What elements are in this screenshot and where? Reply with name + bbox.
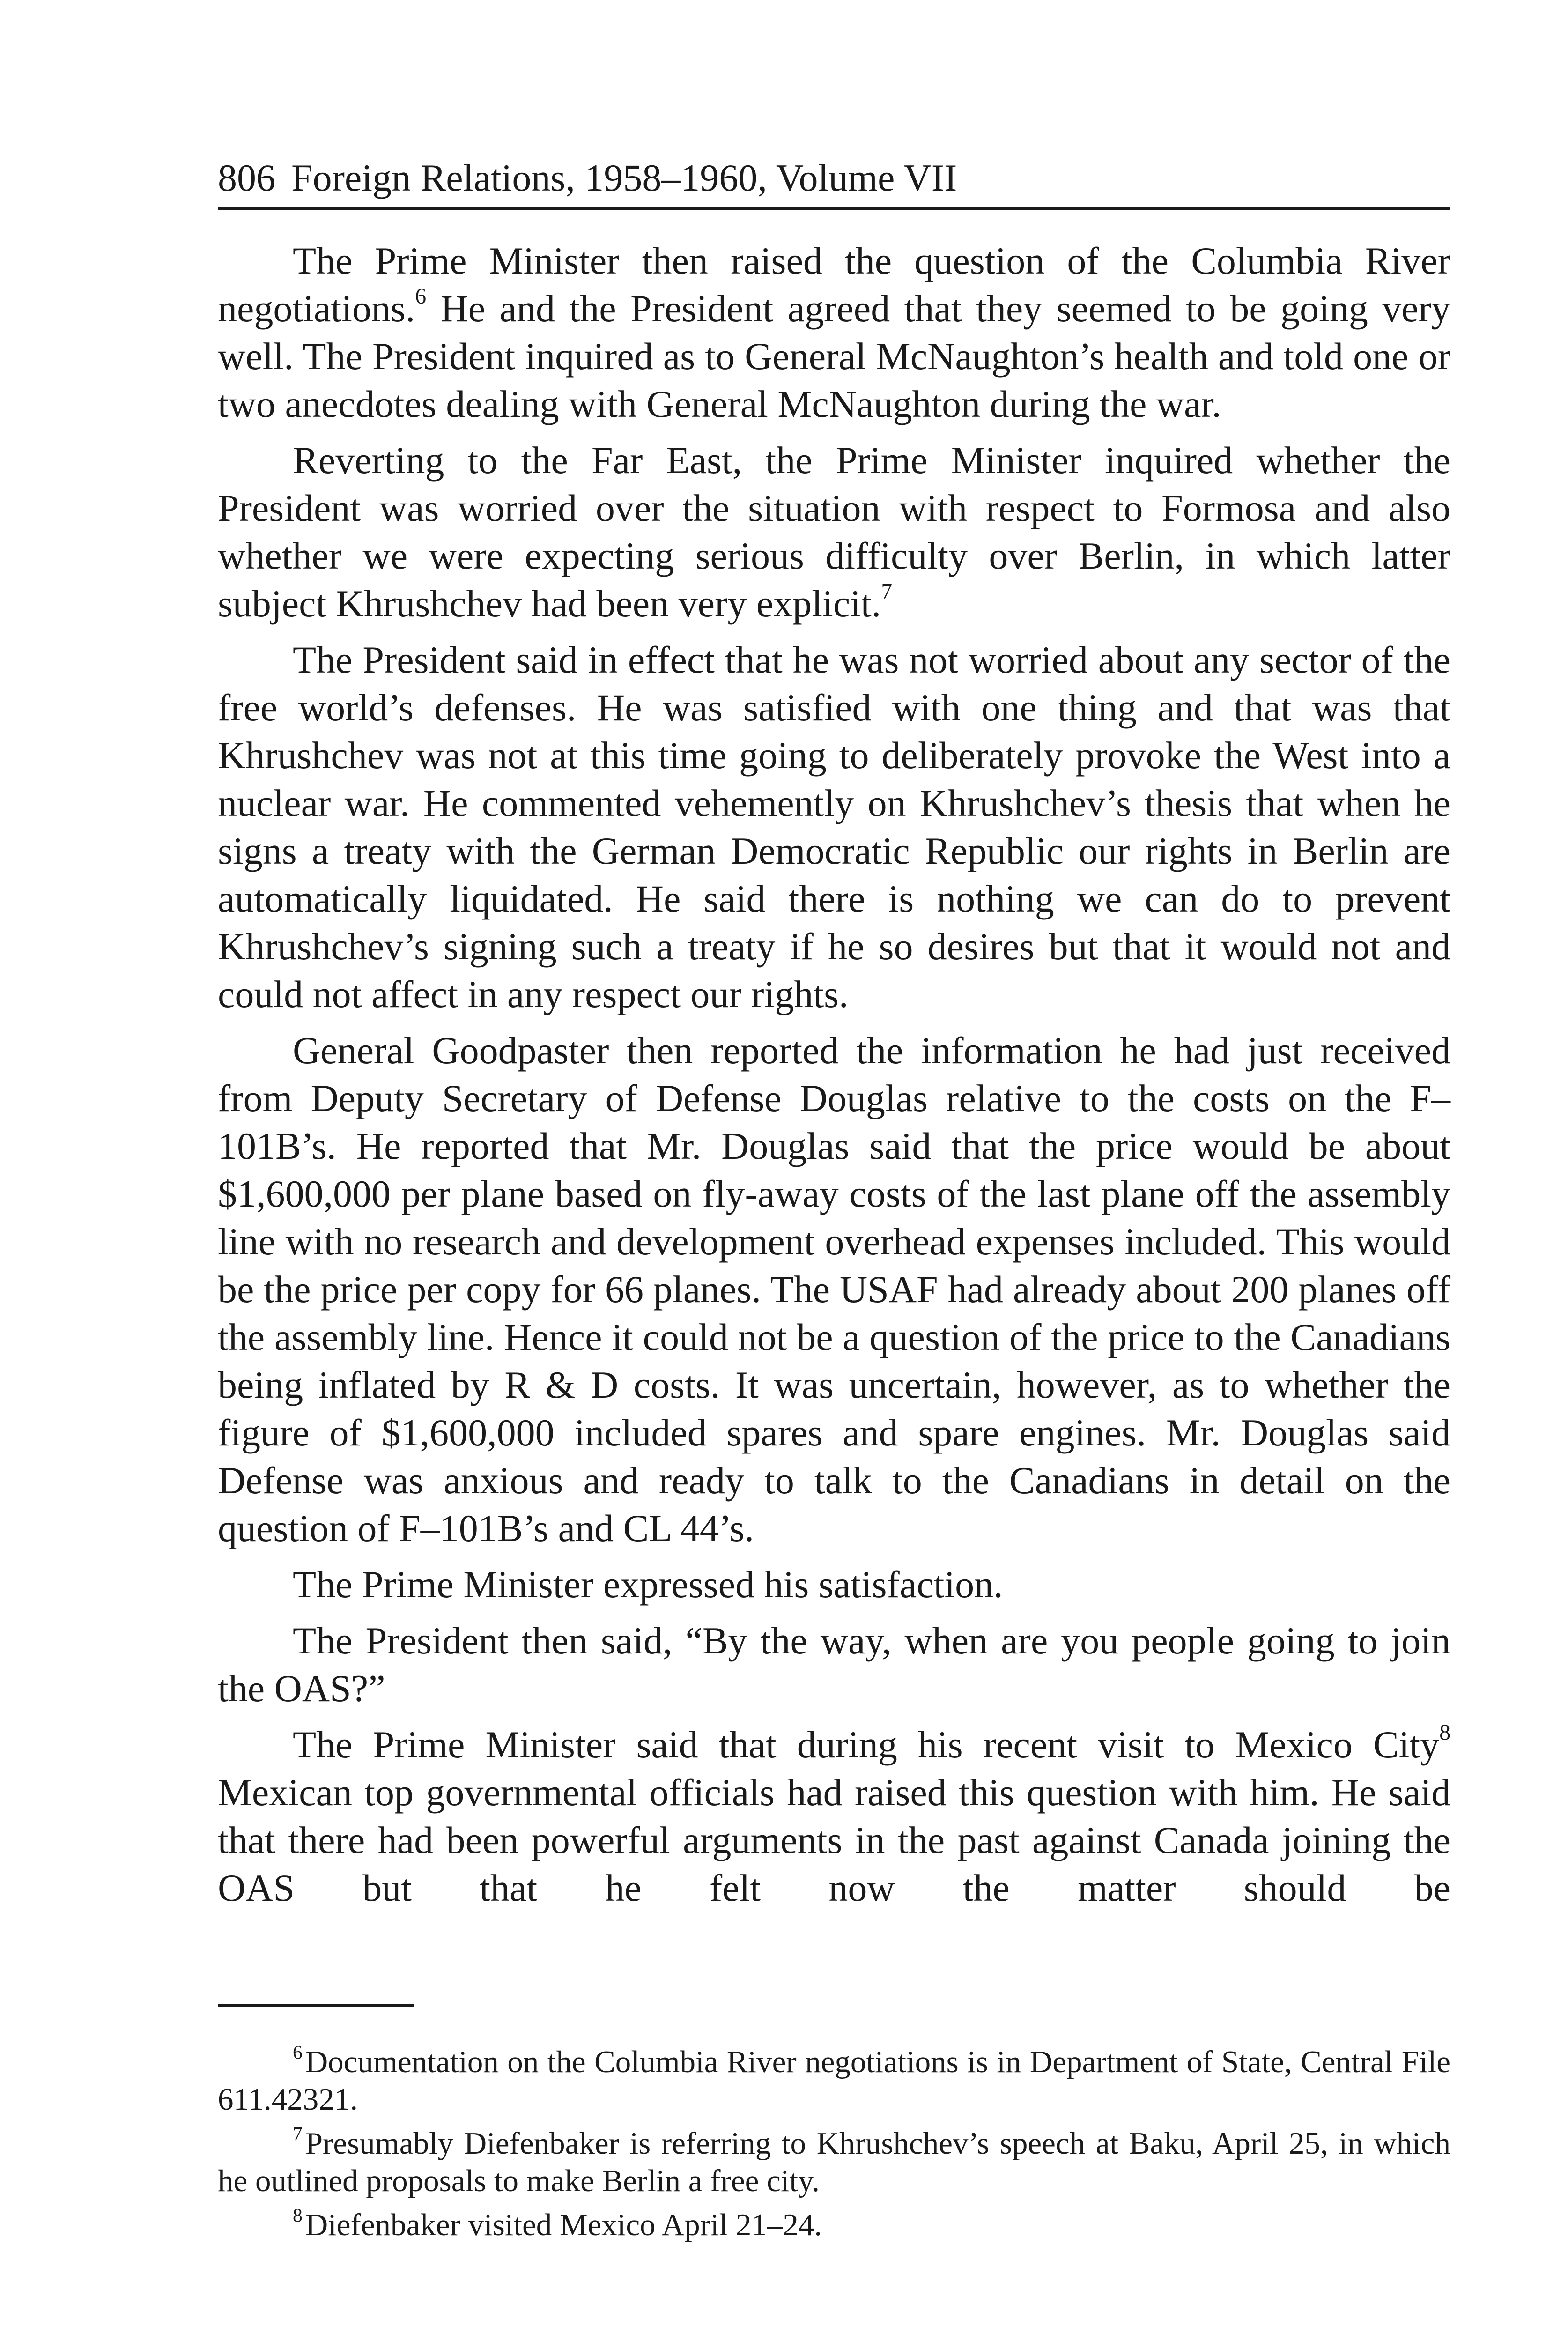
paragraph-goodpaster-report xyxy=(218,1027,1450,1552)
body-text xyxy=(218,237,1450,1912)
footnote-number: 7 xyxy=(293,2122,303,2144)
running-title: Foreign Relations, 1958–1960, Volume VII xyxy=(291,156,957,199)
footnote-text: Documentation on the Columbia River negotiations is in Department of State, Central File 611.42321. xyxy=(218,2045,1450,2117)
footnote-6 xyxy=(218,2043,1450,2118)
footnote-text: Diefenbaker visited Mexico April 21–24. xyxy=(305,2208,822,2242)
footnotes xyxy=(218,2043,1450,2244)
footnote-number: 6 xyxy=(293,2041,303,2063)
paragraph-text: Reverting to the Far East, the Prime Minister inquired whether the President was worried over the situation with respect to Formosa and also whether we were expecting serious difficulty over Berlin, in which latter subject Khrushchev had been very explicit. xyxy=(218,439,1450,625)
footnote-reference-6: 6 xyxy=(415,284,427,309)
paragraph-text: General Goodpaster then reported the information he had just received from Deputy Secretary of Defense Douglas relative to the costs on the F–101B’s. He reported that Mr. Douglas said that the price would be about $1,600,000 per plane based on fly-away costs of the last plane off the assembly line with no research and development overhead expenses included. This would be the price per copy for 66 planes. The USAF had already about 200 planes off the assembly line. Hence it could not be a question of the price to the Canadians being inflated by R & D costs. It was uncertain, however, as to whether the figure of $1,600,000 included spares and spare engines. Mr. Douglas said Defense was anxious and ready to talk to the Canadians in detail on the question of F–101B’s and CL 44’s. xyxy=(218,1029,1450,1549)
paragraph-satisfaction xyxy=(218,1561,1450,1608)
footnote-reference-7: 7 xyxy=(881,579,893,604)
footnote-text: Presumably Diefenbaker is referring to Khrushchev’s speech at Baku, April 25, in which he outlined proposals to make Berlin a free city. xyxy=(218,2126,1450,2198)
footnote-7 xyxy=(218,2122,1450,2200)
footnote-8 xyxy=(218,2206,1450,2244)
paragraph-text: The Prime Minister expressed his satisfaction. xyxy=(293,1563,1003,1606)
paragraph-columbia-river xyxy=(218,237,1450,428)
paragraph-text: The Prime Minister then raised the question of the Columbia River negotiations. xyxy=(218,239,1450,330)
paragraph-far-east xyxy=(218,437,1450,628)
page-number: 806 xyxy=(218,156,275,199)
paragraph-text: The President said in effect that he was not worried about any sector of the free world’s defenses. He was satisfied with one thing and that was that Khrushchev was not at this time going to deliberately provoke the West into a nuclear war. He commented vehemently on Khrushchev’s thesis that when he signs a treaty with the German Democratic Republic our rights in Berlin are automatically liquidated. He said there is nothing we can do to prevent Khrushchev’s signing such a treaty if he so desires but that it would not and could not affect in any respect our rights. xyxy=(218,638,1450,1015)
paragraph-text: He and the President agreed that they seemed to be going very well. The President inquired as to General McNaughton’s health and told one or two anecdotes dealing with General McNaughton during the war. xyxy=(218,287,1450,425)
paragraph-oas-question xyxy=(218,1617,1450,1712)
page-content xyxy=(218,155,1450,2250)
footnote-reference-8: 8 xyxy=(1439,1720,1450,1745)
paragraph-mexico-visit xyxy=(218,1721,1450,1912)
paragraph-text: The Prime Minister said that during his recent visit to Mexico City xyxy=(293,1723,1440,1766)
paragraph-text: The President then said, “By the way, when are you people going to join the OAS?” xyxy=(218,1619,1450,1710)
footnote-separator xyxy=(218,2004,414,2007)
running-header xyxy=(218,155,1450,210)
footnote-number: 8 xyxy=(293,2204,303,2226)
paragraph-president-defenses xyxy=(218,636,1450,1018)
paragraph-text: Mexican top governmental officials had raised this question with him. He said that there had been powerful arguments in the past against Canada joining the OAS but that he felt now the matter should be xyxy=(218,1771,1450,1909)
